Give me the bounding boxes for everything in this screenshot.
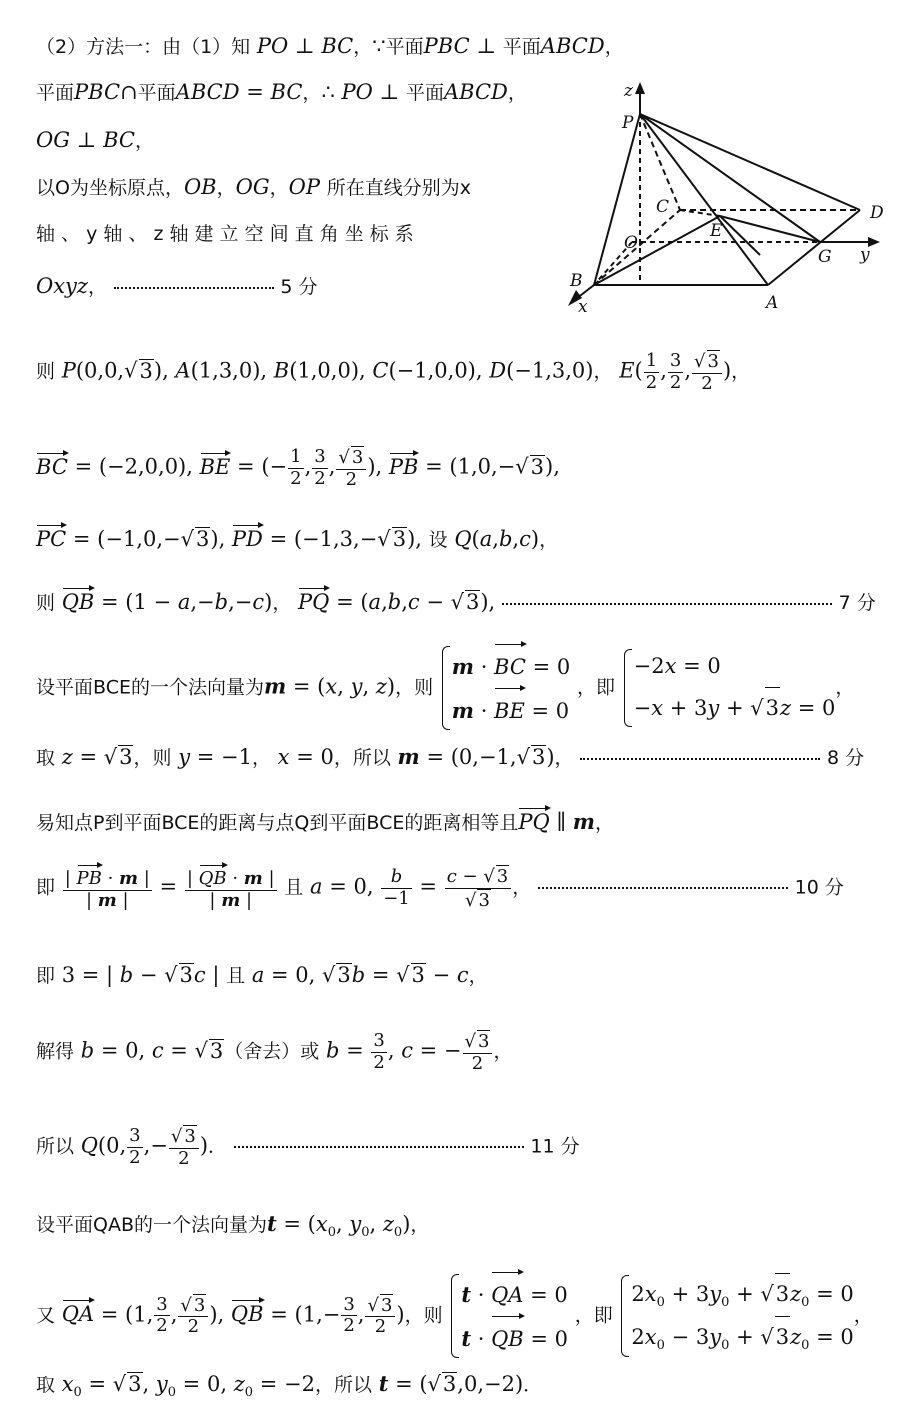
solution-line-16: 解得 b = 0, c = √3（舍去）或 b = $\frac{3}{2}$ , c = − $\frac{√ 3}{2}$ ， bbox=[36, 1030, 513, 1074]
solution-line-2: 平面PBC∩平面ABCD = BC，∴ PO ⊥ 平面ABCD， bbox=[36, 80, 527, 104]
label-x: x bbox=[578, 297, 588, 317]
solution-line-1: （2）方法一：由（1）知 PO ⊥ BC，∵平面PBC ⊥ 平面ABCD， bbox=[36, 34, 624, 58]
solution-line-7: 则 P(0,0,√3), A(1,3,0), B(1,0,0), C(−1,0,0), D(−1,3,0)， E( $\frac{1}{2}$ , $\frac{3}{2}$ , $\frac{√ 3}{2}$ )， bbox=[36, 350, 751, 394]
solution-line-18: 设平面QAB的一个法向量为$t = (x_0$, $y_0$, $z_0$)， bbox=[36, 1211, 430, 1241]
solution-line-10: 则 QB = (1 − a,−b,−c)， PQ = (a,b,c − √3), 7 分 bbox=[36, 590, 876, 614]
label-A: A bbox=[766, 293, 779, 313]
solution-line-14: 即 $\frac{| PB \cdot m |}{| m |}$ = $\frac{| QB \cdot m |}{| m |}$ 且 a = 0, $\frac{b}{-1}$ = $\frac{c - √ 3}{√ 3}$ ， 10 分 bbox=[36, 866, 844, 911]
solution-line-15: 即 3 = | b − √3c | 且 a = 0, √3b = √3 − c， bbox=[36, 963, 488, 987]
solution-line-3: OG ⊥ BC， bbox=[36, 128, 155, 152]
label-y: y bbox=[860, 245, 870, 265]
solution-line-6: Oxyz， 5 分 bbox=[36, 274, 318, 298]
label-O: O bbox=[624, 233, 638, 253]
score-7: 7 分 bbox=[838, 592, 876, 614]
solution-line-20: 取 $x_0 = √3$, $y_0 = 0$, $z_0 = -2$，所以 t = (√3,0,−2)． bbox=[36, 1371, 543, 1401]
method-label: （2）方法一：由（1）知 bbox=[36, 36, 251, 58]
pyramid-diagram bbox=[560, 80, 890, 320]
solution-line-4: 以O为坐标原点，OB，OG，OP 所在直线分别为x bbox=[36, 175, 471, 199]
solution-line-17: 所以 Q(0, $\frac{3}{2}$ ,− $\frac{√ 3}{2}$ )． 11 分 bbox=[36, 1125, 580, 1169]
label-C: C bbox=[656, 197, 670, 217]
score-10: 10 分 bbox=[794, 876, 844, 899]
solution-line-8: BC = (−2,0,0), BE = (− $\frac{1}{2}$ , $\frac{3}{2}$ , $\frac{√ 3}{2}$ ), PB = (1,0,−√3), bbox=[36, 446, 560, 490]
score-8: 8 分 bbox=[826, 747, 865, 769]
solution-line-12: 取 z = √3，则 y = −1， x = 0，所以 m = (0,−1,√3)， 8 分 bbox=[36, 744, 865, 769]
score-5: 5 分 bbox=[280, 276, 318, 298]
label-P: P bbox=[622, 113, 634, 133]
label-D: D bbox=[870, 203, 884, 223]
solution-line-13: 易知点P到平面BCE的距离与点Q到平面BCE的距离相等且PQ ∥ m， bbox=[36, 809, 615, 834]
label-G: G bbox=[818, 247, 832, 267]
solution-line-11: 设平面BCE的一个法向量为m = (x, y, z)，则 m · BC = 0 m · BE = 0 ，即 −2x = 0 −x + 3y + √3z = 0 ， bbox=[36, 644, 854, 732]
solution-line-9: PC = (−1,0,−√3), PD = (−1,3,−√3), 设 Q(a,b,c)， bbox=[36, 527, 559, 551]
label-B: B bbox=[570, 271, 583, 291]
label-E: E bbox=[710, 221, 723, 241]
solution-line-19: 又 QA = (1, $\frac{3}{2}$ , $\frac{√ 3}{2}$ ), QB = (1,− $\frac{3}{2}$ , $\frac{√ 3}{2}$ )，则 t · QA = 0 t · QB = 0 ，即 $2x_0 + 3y_0 + √3z_0 = 0$ $2x_0 - 3y_0 + √3z_0 = 0$ ， bbox=[36, 1272, 873, 1360]
score-11: 11 分 bbox=[530, 1135, 580, 1158]
label-z: z bbox=[624, 81, 633, 101]
solution-line-5: 轴 、 y 轴 、 z 轴 建 立 空 间 直 角 坐 标 系 bbox=[36, 223, 414, 245]
